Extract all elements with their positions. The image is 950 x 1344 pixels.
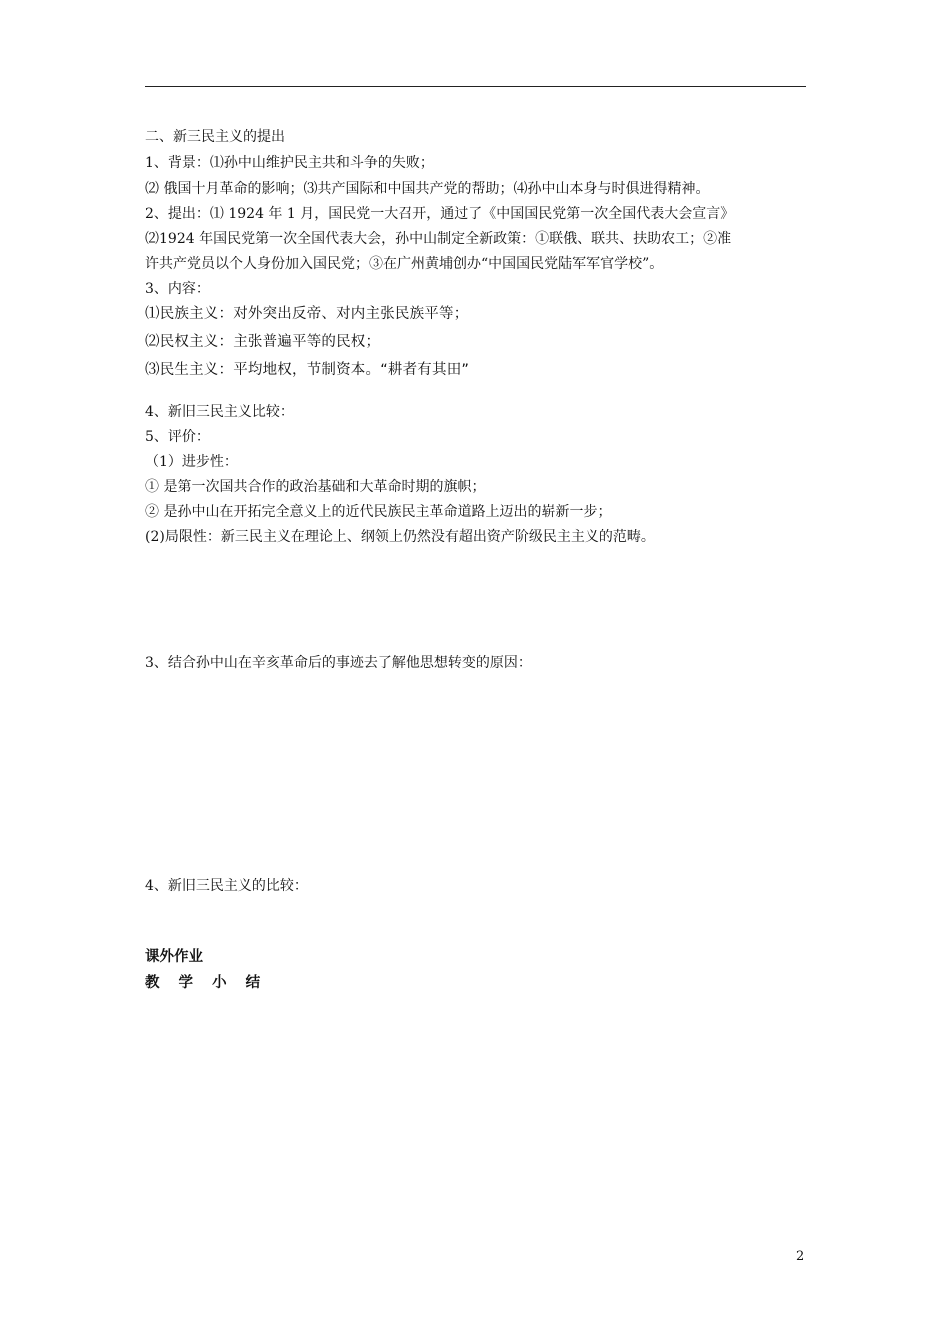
text-line: （1）进步性： bbox=[145, 454, 238, 470]
summary-heading: 教 学 小 结 bbox=[145, 975, 268, 991]
content-item: ⑴民族主义：对外突出反帝、对内主张民族平等； bbox=[145, 306, 469, 322]
content-item: ⑵民权主义：主张普遍平等的民权； bbox=[145, 334, 381, 350]
text-line: 许共产党员以个人身份加入国民党；③在广州黄埔创办“中国国民党陆军军官学校”。 bbox=[145, 256, 664, 272]
text-line: 2、提出：⑴ 1924 年 1 月，国民党一大召开，通过了《中国国民党第一次全国代表大会宣言》 bbox=[145, 206, 735, 222]
text-line: ⑵ 俄国十月革命的影响；⑶共产国际和中国共产党的帮助；⑷孙中山本身与时俱进得精神。 bbox=[145, 181, 710, 197]
text-line: ① 是第一次国共合作的政治基础和大革命时期的旗帜； bbox=[145, 479, 486, 495]
question-line: 4、新旧三民主义的比较： bbox=[145, 878, 308, 894]
page-number: 2 bbox=[796, 1249, 805, 1264]
text-line: 4、新旧三民主义比较： bbox=[145, 404, 294, 420]
header-rule bbox=[145, 86, 806, 87]
homework-heading: 课外作业 bbox=[145, 949, 203, 965]
text-line: 1、背景：⑴孙中山维护民主共和斗争的失败； bbox=[145, 155, 434, 171]
text-line: ② 是孙中山在开拓完全意义上的近代民族民主革命道路上迈出的崭新一步； bbox=[145, 504, 612, 520]
text-line: (2)局限性：新三民主义在理论上、纲领上仍然没有超出资产阶级民主主义的范畴。 bbox=[145, 529, 655, 545]
text-line: 5、评价： bbox=[145, 429, 210, 445]
question-line: 3、结合孙中山在辛亥革命后的事迹去了解他思想转变的原因： bbox=[145, 655, 532, 671]
text-line: 3、内容： bbox=[145, 281, 210, 297]
text-line: ⑵1924 年国民党第一次全国代表大会，孙中山制定全新政策：①联俄、联共、扶助农工；②准 bbox=[145, 231, 732, 247]
content-item: ⑶民生主义：平均地权，节制资本。“耕者有其田” bbox=[145, 362, 470, 378]
section-heading: 二、新三民主义的提出 bbox=[145, 129, 285, 145]
